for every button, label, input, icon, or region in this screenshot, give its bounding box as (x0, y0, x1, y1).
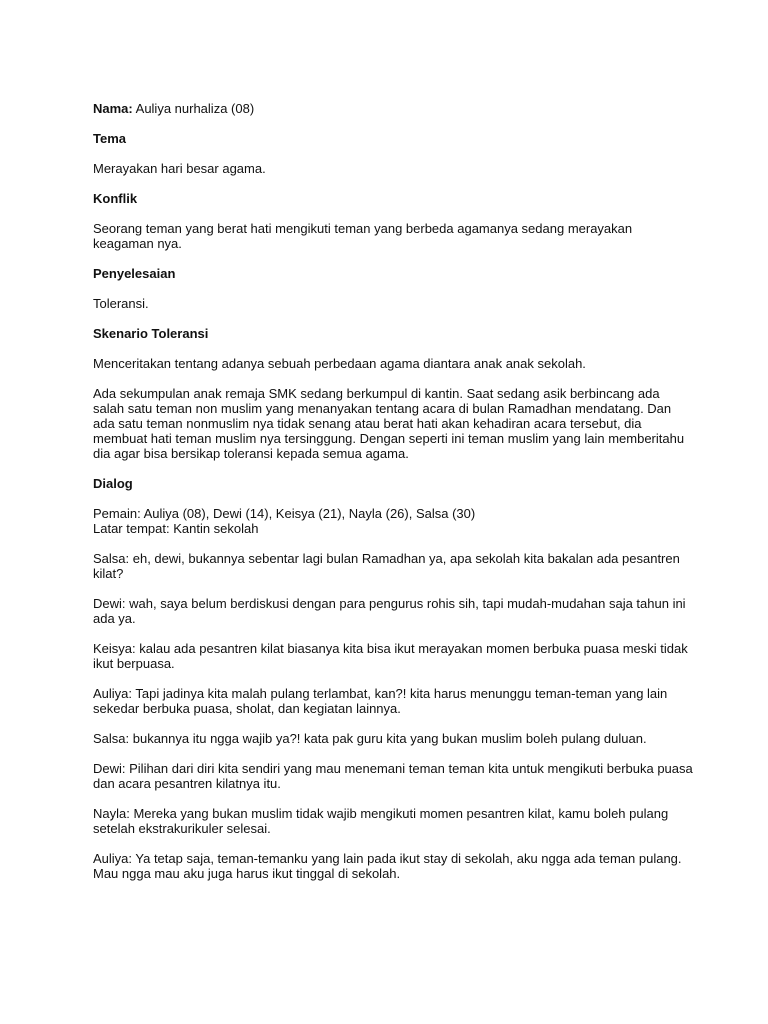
dialog-line: Dewi: Pilihan dari diri kita sendiri yang mau menemani teman teman kita untuk mengikuti berbuka puasa dan acara pesantren kilatnya itu. (93, 761, 693, 791)
name-label: Nama: (93, 101, 133, 116)
dialog-heading: Dialog (93, 476, 133, 491)
dialog-line: Salsa: bukannya itu ngga wajib ya?! kata pak guru kita yang bukan muslim boleh pulang duluan. (93, 731, 647, 746)
dialog-line: Nayla: Mereka yang bukan muslim tidak wajib mengikuti momen pesantren kilat, kamu boleh pulang setelah ekstrakurikuler selesai. (93, 806, 669, 836)
latar-line: Latar tempat: Kantin sekolah (93, 521, 259, 536)
document-page (93, 101, 693, 881)
name-value: Auliya nurhaliza (08) (132, 101, 255, 116)
skenario-heading: Skenario Toleransi (93, 326, 209, 341)
konflik-text: Seorang teman yang berat hati mengikuti teman yang berbeda agamanya sedang merayakan keagaman nya. (93, 221, 633, 251)
penyelesaian-heading: Penyelesaian (93, 266, 176, 281)
dialog-line: Salsa: eh, dewi, bukannya sebentar lagi bulan Ramadhan ya, apa sekolah kita bakalan ada pesantren kilat? (93, 551, 680, 581)
pemain-line: Pemain: Auliya (08), Dewi (14), Keisya (21), Nayla (26), Salsa (30) (93, 506, 476, 521)
skenario-intro: Menceritakan tentang adanya sebuah perbedaan agama diantara anak anak sekolah. (93, 356, 586, 371)
penyelesaian-text: Toleransi. (93, 296, 149, 311)
skenario-body: Ada sekumpulan anak remaja SMK sedang berkumpul di kantin. Saat sedang asik berbincang ada salah satu teman non muslim yang menanyakan tentang acara di bulan Ramadhan mendatang. Dan ada satu teman nonmuslim nya tidak senang atau berat hati akan kehadiran acara tersebut, dia membuat hati teman muslim nya tersinggung. Dengan seperti ini teman muslim yang lain memberitahu dia agar bisa bersikap toleransi kepada semua agama. (93, 386, 685, 461)
dialog-line: Auliya: Ya tetap saja, teman-temanku yang lain pada ikut stay di sekolah, aku ngga ada teman pulang. Mau ngga mau aku juga harus ikut tinggal di sekolah. (93, 851, 682, 881)
dialog-line: Auliya: Tapi jadinya kita malah pulang terlambat, kan?! kita harus menunggu teman-teman yang lain sekedar berbuka puasa, sholat, dan kegiatan lainnya. (93, 686, 668, 716)
tema-text: Merayakan hari besar agama. (93, 161, 266, 176)
name-line (93, 101, 693, 116)
dialog-line: Keisya: kalau ada pesantren kilat biasanya kita bisa ikut merayakan momen berbuka puasa meski tidak ikut berpuasa. (93, 641, 688, 671)
dialog-line: Dewi: wah, saya belum berdiskusi dengan para pengurus rohis sih, tapi mudah-mudahan saja tahun ini ada ya. (93, 596, 686, 626)
tema-heading: Tema (93, 131, 126, 146)
konflik-heading: Konflik (93, 191, 138, 206)
